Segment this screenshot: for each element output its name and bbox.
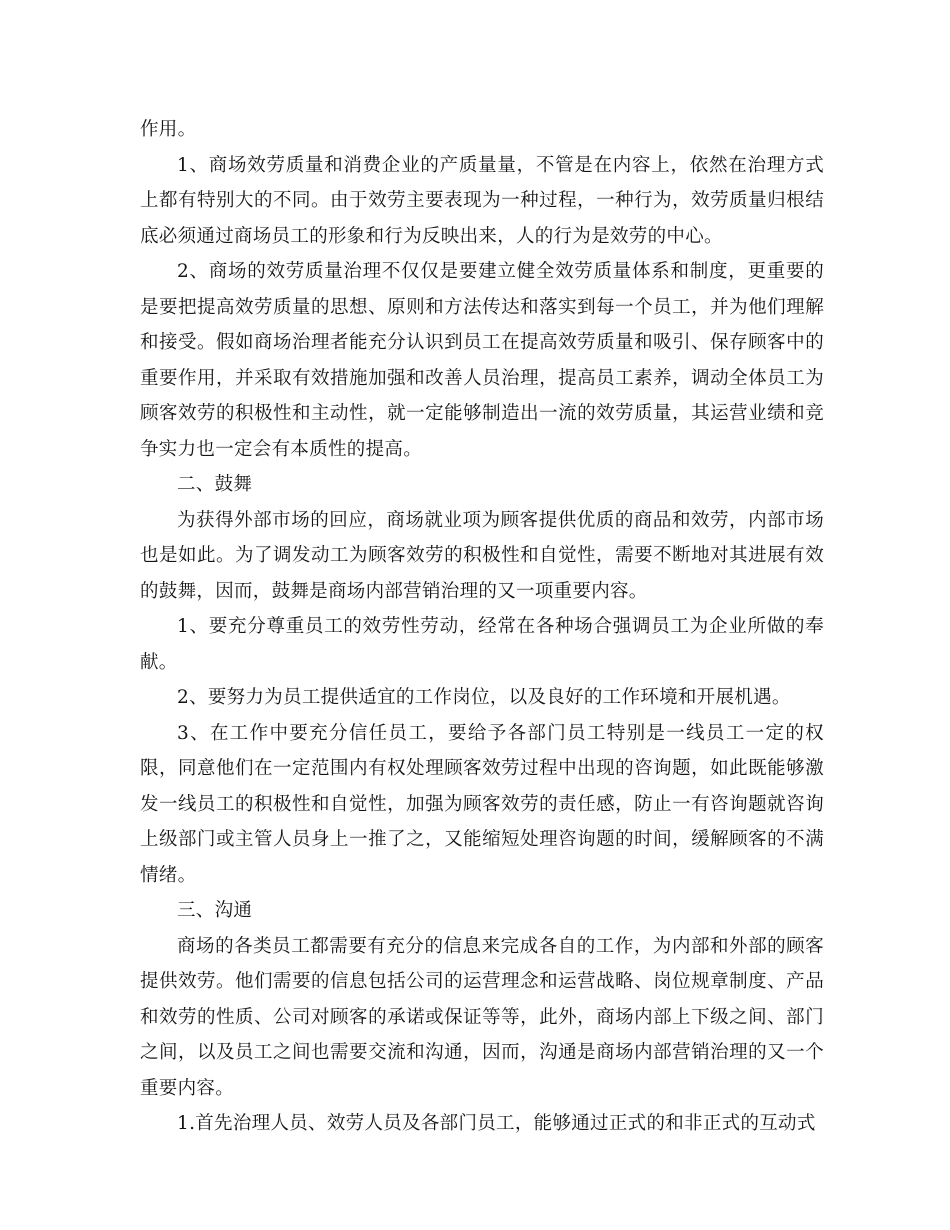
paragraph-motivation-1: 1、要充分尊重员工的效劳性劳动，经常在各种场合强调员工为企业所做的奉献。 (140, 616, 824, 673)
section-heading-communication: 三、沟通 (177, 900, 253, 921)
paragraph-communication-intro: 商场的各类员工都需要有充分的信息来完成各自的工作，为内部和外部的顾客提供效劳。他们需要的信息包括公司的运营理念和运营战略、岗位规章制度、产品和效劳的性质、公司对顾客的承诺或保证等等，此外，商场内部上下级之间、部门之间，以及员工之间也需要交流和沟通，因而，沟通是商场内部营销治理的又一个重要内容。 (140, 935, 824, 1099)
paragraph-motivation-3: 3、在工作中要充分信任员工，要给予各部门员工特别是一线员工一定的权限，同意他们在一定范围内有权处理顾客效劳过程中出现的咨询题，如此既能够激发一线员工的积极性和自觉性，加强为顾客效劳的责任感，防止一有咨询题就咨询上级部门或主管人员身上一推了之，又能缩短处理咨询题的时间，缓解顾客的不满情绪。 (140, 722, 824, 886)
paragraph-continuation: 作用。 (140, 119, 197, 140)
paragraph-point-1: 1、商场效劳质量和消费企业的产质量量，不管是在内容上，依然在治理方式上都有特别大的不同。由于效劳主要表现为一种过程，一种行为，效劳质量归根结底必须通过商场员工的形象和行为反映出来，人的行为是效劳的中心。 (140, 154, 824, 247)
section-heading-motivation: 二、鼓舞 (177, 474, 253, 495)
paragraph-motivation-2: 2、要努力为员工提供适宜的工作岗位，以及良好的工作环境和开展机遇。 (177, 687, 791, 708)
paragraph-motivation-intro: 为获得外部市场的回应，商场就业项为顾客提供优质的商品和效劳，内部市场也是如此。为了调发动工为顾客效劳的积极性和自觉性，需要不断地对其进展有效的鼓舞，因而，鼓舞是商场内部营销治理的又一项重要内容。 (140, 509, 824, 602)
paragraph-point-2: 2、商场的效劳质量治理不仅仅是要建立健全效劳质量体系和制度，更重要的是要把提高效劳质量的思想、原则和方法传达和落实到每一个员工，并为他们理解和接受。假如商场治理者能充分认识到员工在提高效劳质量和吸引、保存顾客中的重要作用，并采取有效措施加强和改善人员治理，提高员工素养，调动全体员工为顾客效劳的积极性和主动性，就一定能够制造出一流的效劳质量，其运营业绩和竞争实力也一定会有本质性的提高。 (140, 261, 824, 460)
document-body (140, 112, 824, 1142)
paragraph-communication-1: 1.首先治理人员、效劳人员及各部门员工，能够通过正式的和非正式的互动式 (177, 1113, 816, 1134)
